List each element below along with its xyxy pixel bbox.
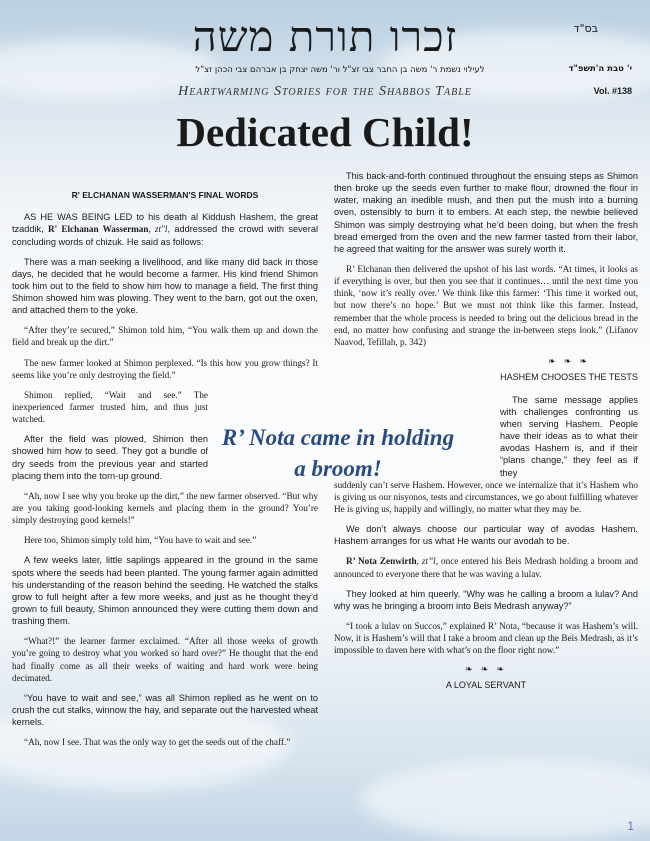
honorific: , zt”l [416, 556, 436, 567]
paragraph: After the field was plowed, Shimon then showed him how to seed. They got a bundle of dry seeds from the previous year and started placing them into the torn-up ground. [12, 434, 208, 481]
paragraph: The new farmer looked at Shimon perplexed. “Is this how you grow things? It seems like you’re only destroying the field.” [12, 357, 318, 380]
subtitle: Heartwarming Stories for the Shabbos Table [178, 84, 472, 99]
paragraph: Shimon replied, “Wait and see.” The inexperienced farmer trusted him, and thus just watched. [12, 389, 208, 425]
section-title: A LOYAL SERVANT [445, 680, 527, 691]
section-title: R' ELCHANAN WASSERMAN'S FINAL WORDS [71, 190, 259, 200]
bsd-mark: בס"ד [573, 22, 598, 35]
paragraph: “After they’re secured,” Shimon told him, “You walk them up and down the field and break up the dirt.” [12, 325, 318, 348]
paragraph: “Ah, now I see why you broke up the dirt,” the new farmer observed. “But why are you taking good-looking kernels and placing them in the ground? You’re simply destroying good kernels!” [12, 490, 318, 526]
paragraph: “What?!” the learner farmer exclaimed. “After all those weeks of growth you’re going to destroy what you worked so hard over?” He thought that the end had finally come as all their weeks of waiting and hard work were being decimated. [12, 636, 318, 683]
text-run: , once entered his Beis Medrash holding a broom and announced to everyone there that he was waving a lulav. [334, 556, 638, 579]
section-block [500, 356, 638, 479]
volume-number: Vol. #138 [593, 86, 632, 96]
paragraph: Here too, Shimon simply told him, “You have to wait and see.” [24, 535, 257, 546]
paragraph: “Ah, now I see. That was the only way to get the seeds out of the chaff.” [24, 737, 291, 748]
ornament-divider: ❧ ❧ ❧ [547, 355, 591, 366]
paragraph: R’ Elchanan then delivered the upshot of his last words. “At times, it looks as if everything is over, but then you see that it continues… until the next time you think, ‘now it’s really over.’ We think like this farmer: ‘This time it worked out, but now there’s no hope.’ But we must not think like this farmer. Instead, remember that the whole process is needed to bring out the delicious bread in the end, no matter how confusing and strange the in-between steps look.” (Lifanov Naavod, Tefillah, p. 342) [334, 263, 638, 347]
right-column [334, 170, 638, 702]
paragraph [334, 555, 638, 579]
paragraph: A few weeks later, little saplings appeared in the ground in the same spots where the seeds had been planted. The young farmer again admitted his understanding of the reason behind the seeding. He watched the stalks grow to full height after a few more weeks, and just as he thought they’d grown to full beauty, Shimon announced they were cutting them down and trashing them. [12, 555, 318, 627]
paragraph: There was a man seeking a livelihood, and like many did back in those days, he decided that he would become a farmer. His kind friend Shimon took him out to the field to show him how to manage a field. The first thing Shimon showed him was plowing. They went to the barn, got out the oxen, and attached them to the yoke. [12, 256, 318, 316]
paragraph: The same message applies with challenges confronting us when serving Hashem. People have their ideas as to what their avodas Hashem is, and if their “plans change,” they feel as if they [500, 394, 638, 478]
paragraph: We don’t always choose our particular way of avodas Hashem. Hashem arranges for us what He wants our avodah to be. [334, 524, 638, 547]
section-title: HASHEM CHOOSES THE TESTS [500, 371, 638, 382]
paragraph: This back-and-forth continued throughout the ensuing steps as Shimon then broke up the seeds even further to make flour, drowned the flour in water, making an inedible mush, and then put the mush into a burning oven, ostensibly to burn it to embers. At each step, the newbie believed Shimon was simply destroying what he’d been doing, but when the fresh bread emerged from the oven and the new farmer tasted from their labor, he agreed that waiting for the answer was surely worth it. [334, 171, 638, 254]
page-title: Dedicated Child! [176, 109, 474, 155]
page-number: 1 [627, 819, 634, 833]
paragraph: “I took a lulav on Succos,” explained R’ Nota, “because it was Hashem’s will. Now, it is Hashem’s will that I take a broom and clean up the Beis Medrash, as it’s impossible to daven here with what’s on the floor right now.” [334, 620, 638, 656]
paragraph: suddenly can’t serve Hashem. However, once we internalize that it’s Hashem who is giving us our nisyonos, tests and circumstances, we go about fulfilling whatever He is giving us, happily and willingly, no matter what they may be. [334, 479, 638, 514]
rabbi-name: R’ Nota Zenwirth [346, 556, 417, 567]
rabbi-name: R' Elchanan Wasserman [48, 224, 149, 235]
text-run: AS HE WAS BEING LED to his death al Kiddush Hashem, the great tzaddik, [12, 212, 318, 235]
honorific: , zt"l [148, 224, 168, 235]
dedication-line: לעילוי נשמת ר' משה בן החבר צבי זצ"ל ור' משה יצחק בן אברהם צבי הכהן זצ"ל [195, 65, 485, 75]
pull-quote: R’ Nota came in holding a broom! [221, 425, 455, 482]
hebrew-masthead: זכרו תורת משה [192, 12, 458, 61]
hebrew-date: י' טבת ה'תשפ"ד [568, 64, 632, 74]
paragraph [12, 211, 318, 247]
cloud-decoration [360, 760, 650, 840]
ornament-divider: ❧ ❧ ❧ [464, 664, 508, 675]
paragraph: “You have to wait and see,” was all Shimon replied as he went on to crush the cut stalks, winnow the hay, and separate out the harvested wheat kernels. [12, 692, 318, 728]
paragraph: They looked at him queerly. “Why was he calling a broom a lulav? And why was he bringing a broom into Beis Medrash anyway?” [334, 588, 638, 611]
text-run: , addressed the crowd with several concluding words of chizuk. He said as follows: [12, 224, 319, 247]
